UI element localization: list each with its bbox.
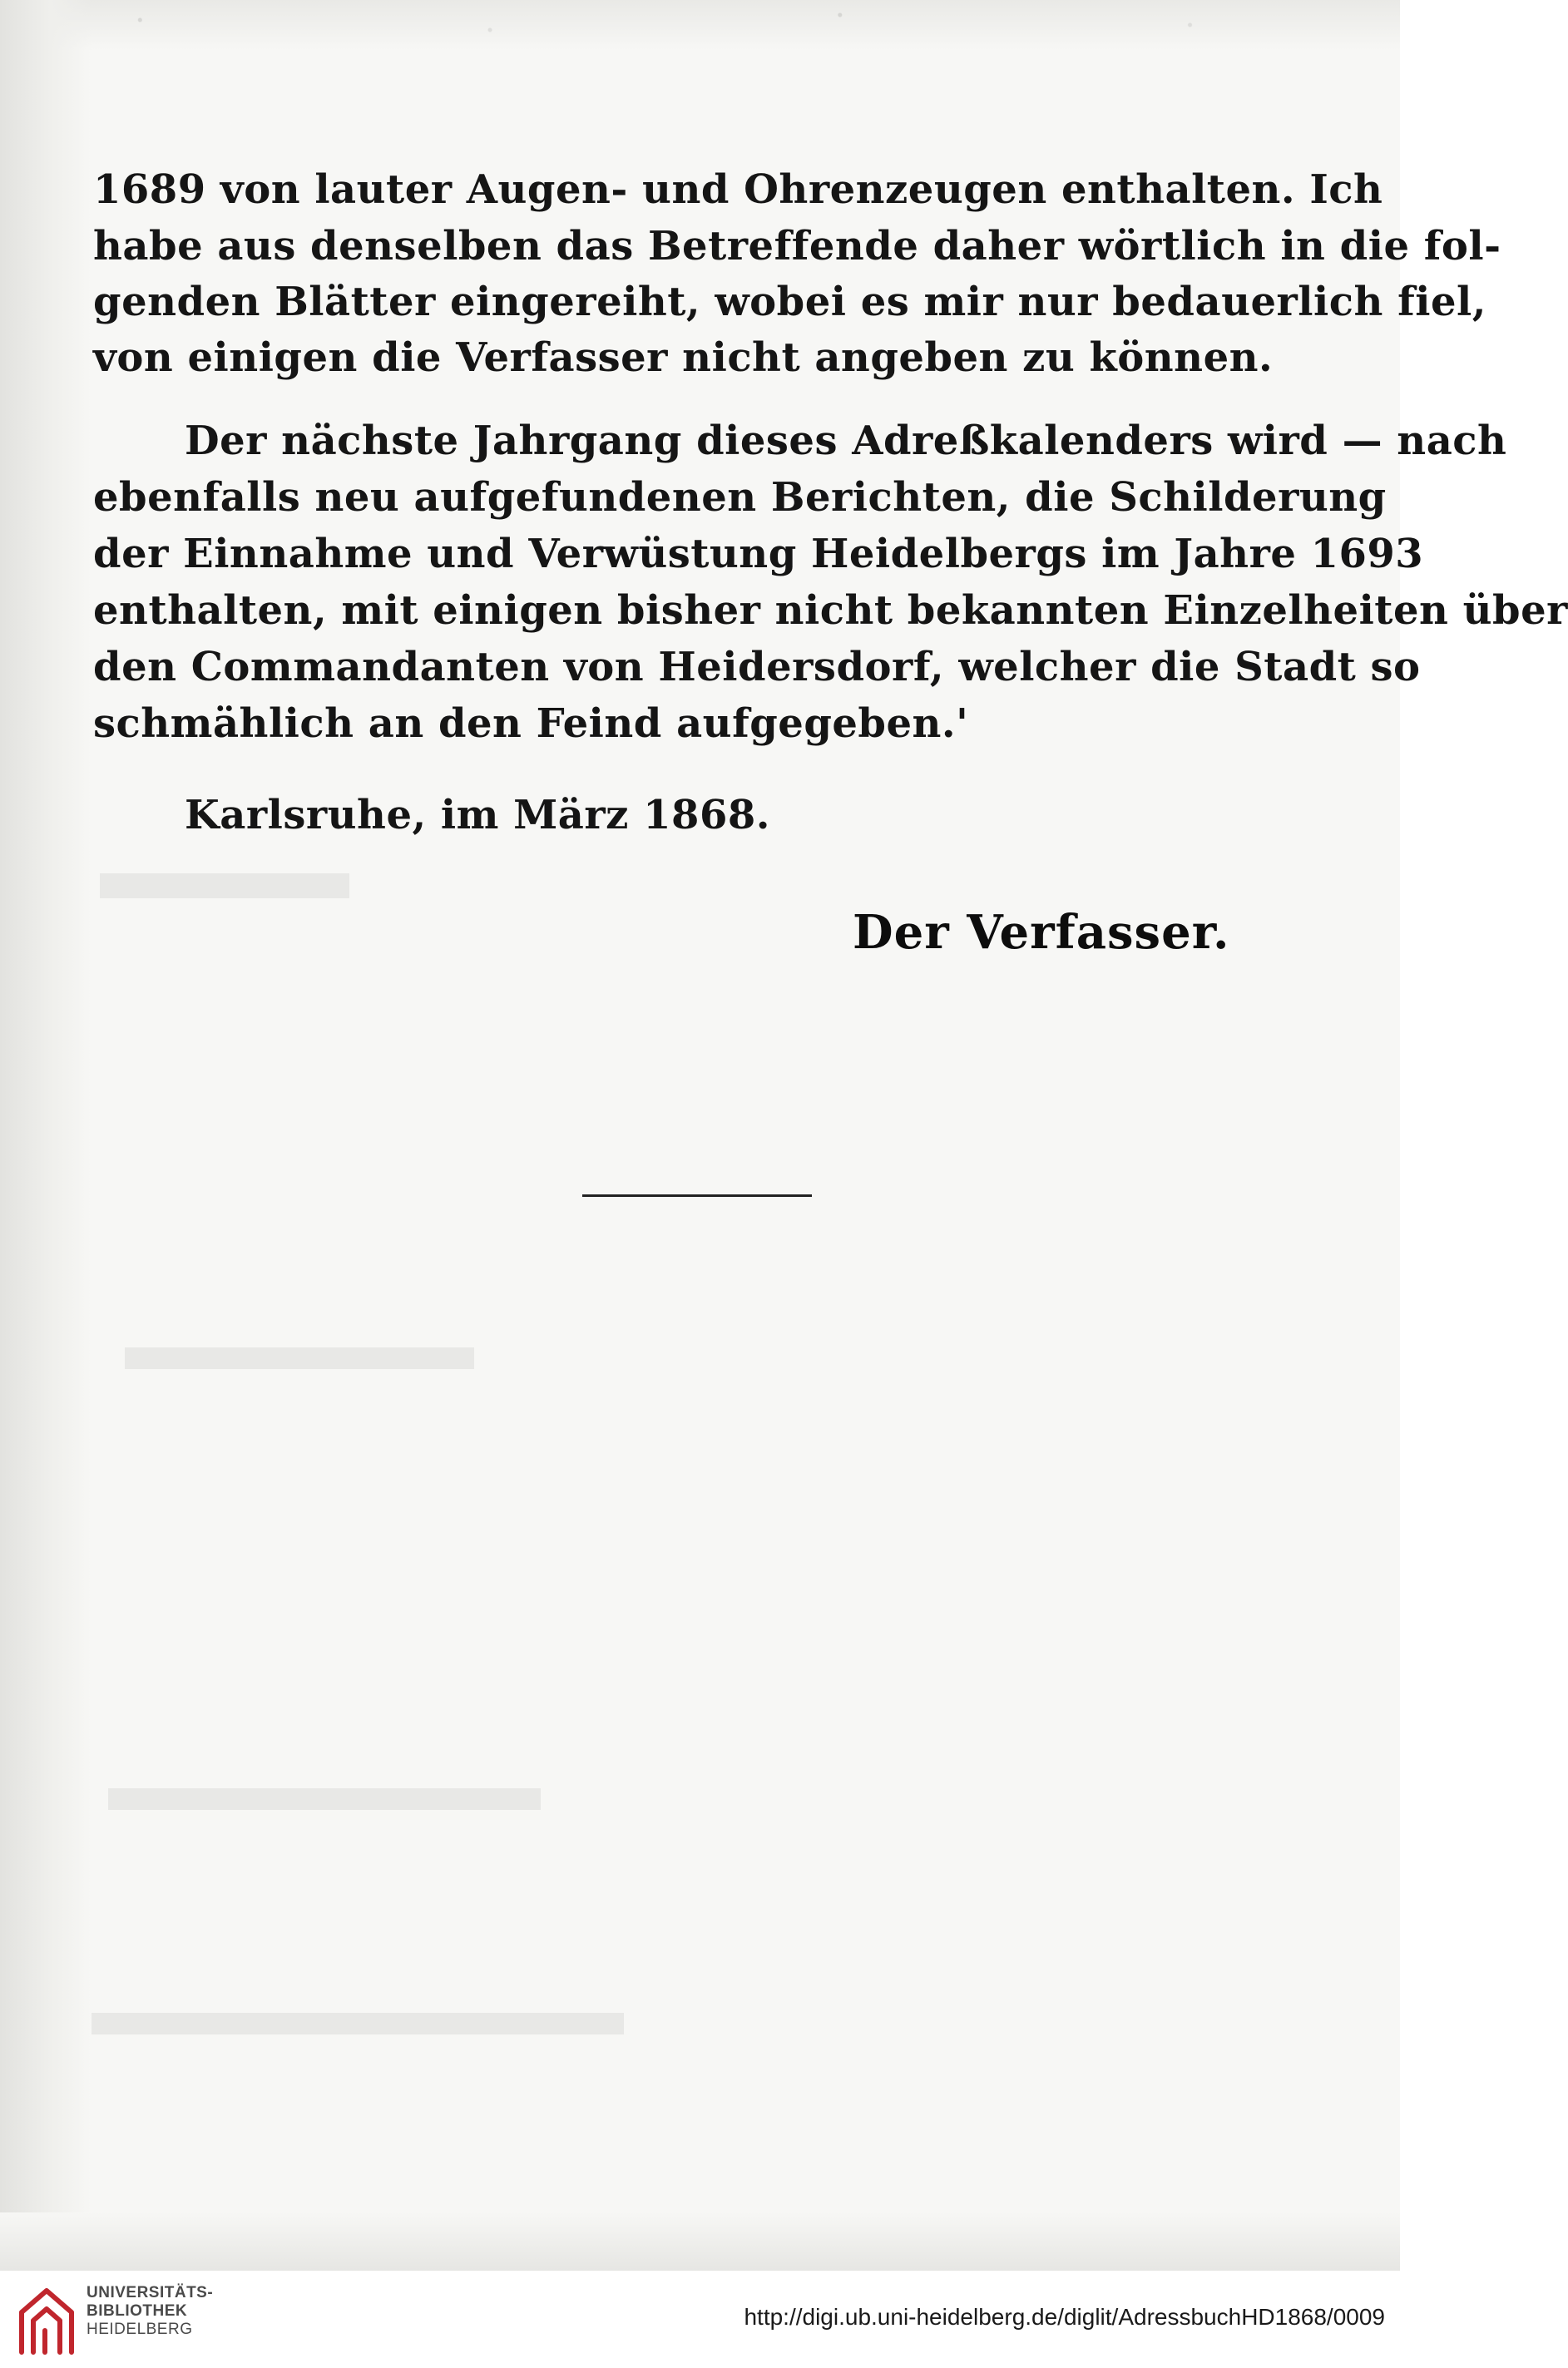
bleed-through-mark xyxy=(92,2013,624,2034)
institution-line: UNIVERSITÄTS- xyxy=(87,2284,214,2301)
text-line: enthalten, mit einigen bisher nicht bekannten Einzelheiten über xyxy=(93,587,1568,634)
institution-line: HEIDELBERG xyxy=(87,2321,193,2338)
text-line: schmählich an den Feind aufgegeben.' xyxy=(93,700,969,747)
text-line: von einigen die Verfasser nicht angeben zu können. xyxy=(93,334,1274,381)
scan-edge-left xyxy=(0,0,92,2271)
scan-edge-bottom xyxy=(0,2212,1400,2271)
place-date: Karlsruhe, im März 1868. xyxy=(185,792,770,838)
text-line: habe aus denselben das Betreffende daher wörtlich in die fol- xyxy=(93,223,1501,269)
text-line: 1689 von lauter Augen- und Ohrenzeugen enthalten. Ich xyxy=(93,166,1383,213)
institution-name xyxy=(87,2284,213,2339)
library-logo-icon xyxy=(12,2279,82,2362)
text-line: den Commandanten von Heidersdorf, welcher die Stadt so xyxy=(93,644,1421,690)
signature: Der Verfasser. xyxy=(853,905,1230,960)
text-line: Der nächste Jahrgang dieses Adreßkalenders wird — nach xyxy=(185,418,1507,464)
text-line: genden Blätter eingereiht, wobei es mir nur bedauerlich fiel, xyxy=(93,279,1486,325)
bleed-through-mark xyxy=(108,1788,541,1810)
scan-edge-top xyxy=(0,0,1400,50)
text-line: der Einnahme und Verwüstung Heidelbergs im Jahre 1693 xyxy=(93,531,1424,577)
text-line: ebenfalls neu aufgefundenen Berichten, die Schilderung xyxy=(93,474,1387,521)
bleed-through-mark xyxy=(100,873,349,898)
source-url-link[interactable]: http://digi.ub.uni-heidelberg.de/diglit/AdressbuchHD1868/0009 xyxy=(744,2304,1385,2330)
horizontal-rule xyxy=(582,1194,812,1197)
bleed-through-mark xyxy=(125,1347,474,1369)
institution-line: BIBLIOTHEK xyxy=(87,2302,188,2320)
